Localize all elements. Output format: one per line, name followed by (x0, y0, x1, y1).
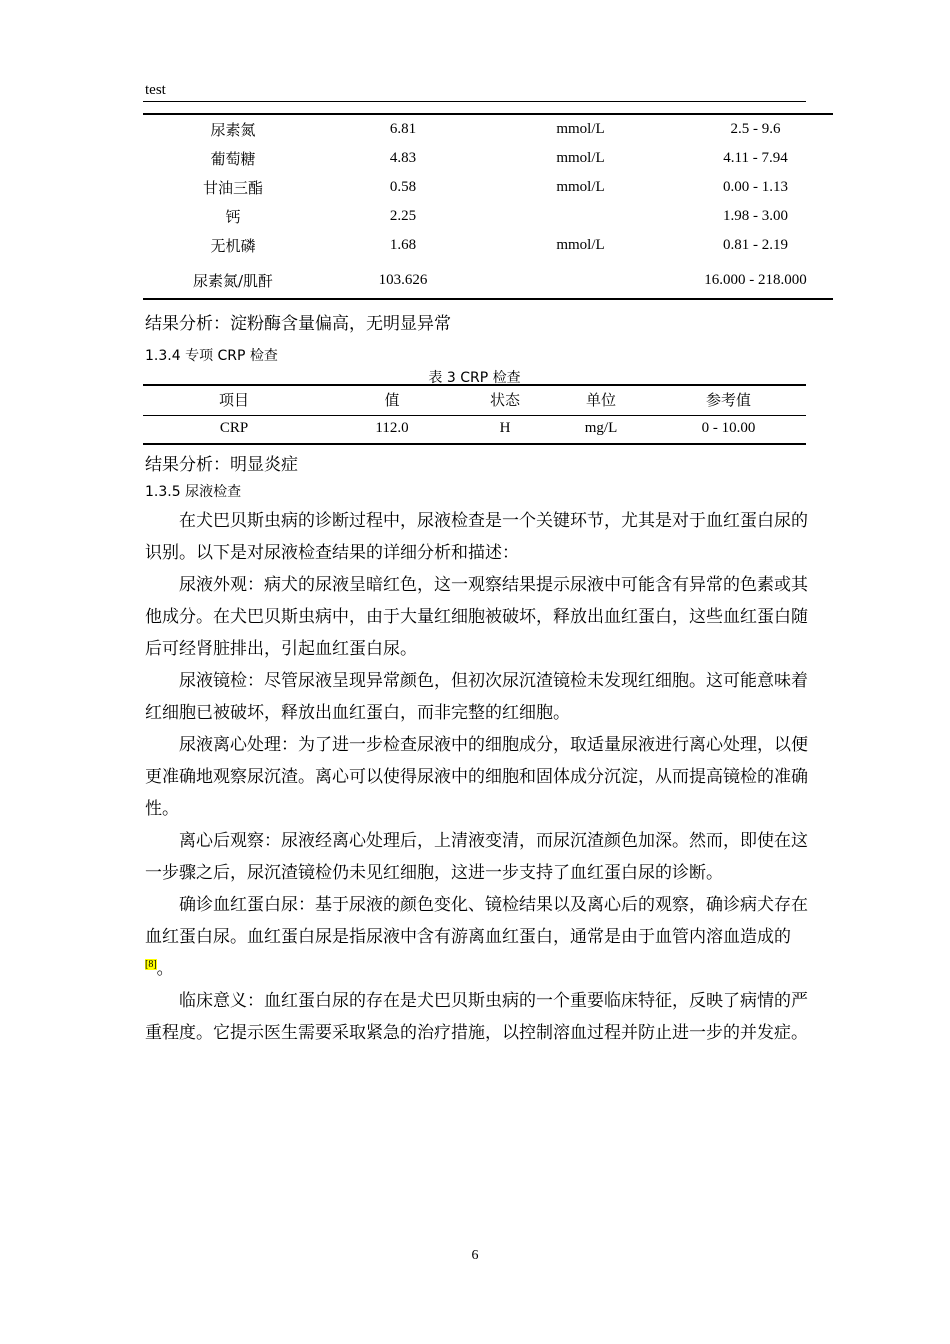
table-row (143, 115, 833, 144)
value-cell: 0.58 (389, 179, 417, 195)
paragraph: 临床意义：血红蛋白尿的存在是犬巴贝斯虫病的一个重要临床特征，反映了病情的严重程度。它提示医生需要采取紧急的治疗措施，以控制溶血过程并防止进一步的并发症。 (145, 991, 808, 1043)
crp-table (143, 385, 806, 443)
item-cell: 甘油三酯 (202, 179, 263, 197)
ref-cell: 1.98 - 3.00 (723, 208, 788, 224)
paragraph: 尿液镜检：尽管尿液呈现异常颜色，但初次尿沉渣镜检未发现红细胞。这可能意味着红细胞已被破坏，释放出血红蛋白，而非完整的红细胞。 (145, 671, 808, 723)
table-bottom-rule (143, 298, 833, 300)
paragraph-end: 。 (156, 959, 174, 979)
table-row (143, 202, 833, 231)
item-cell: 葡萄糖 (210, 150, 256, 168)
item-cell: CRP (219, 420, 249, 436)
column-header: 值 (384, 391, 400, 409)
unit-cell (483, 260, 678, 300)
crp-table-bottom-rule (143, 443, 806, 445)
item-cell: 钙 (225, 208, 241, 226)
section-heading: 1.3.4 专项 CRP 检查 (145, 348, 278, 364)
body-text (145, 505, 809, 1049)
table-caption: 表 3 CRP 检查 (428, 370, 521, 386)
value-cell: 4.83 (389, 150, 417, 166)
unit-cell: mmol/L (556, 121, 605, 137)
crp-table-mid-rule (143, 415, 806, 416)
item-cell: 尿素氮 (210, 121, 256, 139)
ref-cell: 0.00 - 1.13 (723, 179, 788, 195)
unit-cell: mmol/L (556, 179, 605, 195)
page-header: test (145, 82, 166, 98)
analysis-text: 结果分析：明显炎症 (145, 455, 298, 475)
column-header: 项目 (218, 391, 249, 409)
citation-link[interactable]: [8] (145, 959, 157, 971)
table-row (143, 260, 833, 300)
table-header-row (143, 385, 806, 414)
ref-cell: 0 - 10.00 (701, 420, 756, 436)
paragraph: 尿液外观：病犬的尿液呈暗红色，这一观察结果提示尿液中可能含有异常的色素或其他成分。在犬巴贝斯虫病中，由于大量红细胞被破坏，释放出血红蛋白，这些血红蛋白随后可经肾脏排出，引起血红蛋白尿。 (145, 575, 808, 659)
item-cell: 尿素氮/肌酐 (192, 271, 274, 290)
column-header: 状态 (489, 391, 520, 409)
analysis-text: 结果分析：淀粉酶含量偏高，无明显异常 (145, 314, 451, 334)
section-heading: 1.3.5 尿液检查 (145, 484, 242, 500)
column-header: 参考值 (705, 391, 751, 409)
item-cell: 无机磷 (210, 237, 256, 255)
ref-cell: 16.000 - 218.000 (704, 271, 807, 288)
paragraph: 尿液离心处理：为了进一步检查尿液中的细胞成分，取适量尿液进行离心处理，以便更准确地观察尿沉渣。离心可以使得尿液中的细胞和固体成分沉淀，从而提高镜检的准确性。 (145, 735, 808, 819)
biochem-table (143, 115, 833, 300)
paragraph (145, 889, 809, 985)
paragraph-text: 确诊血红蛋白尿：基于尿液的颜色变化、镜检结果以及离心后的观察，确诊病犬存在血红蛋白尿。血红蛋白尿是指尿液中含有游离血红蛋白，通常是由于血管内溶血造成的 (145, 895, 808, 947)
ref-cell: 0.81 - 2.19 (723, 237, 788, 253)
table-row (143, 231, 833, 260)
ref-cell: 4.11 - 7.94 (723, 150, 788, 166)
status-cell: H (499, 420, 511, 436)
ref-cell: 2.5 - 9.6 (730, 121, 781, 137)
table-row (143, 414, 806, 443)
unit-cell (483, 202, 678, 231)
page-number: 6 (471, 1248, 479, 1263)
value-cell: 6.81 (389, 121, 417, 137)
table-row (143, 144, 833, 173)
unit-cell: mg/L (584, 420, 618, 436)
value-cell: 2.25 (389, 208, 417, 224)
value-cell: 1.68 (389, 237, 417, 253)
header-rule (143, 101, 806, 102)
paragraph: 在犬巴贝斯虫病的诊断过程中，尿液检查是一个关键环节，尤其是对于血红蛋白尿的识别。以下是对尿液检查结果的详细分析和描述： (145, 511, 808, 563)
value-cell: 112.0 (375, 420, 409, 436)
paragraph: 离心后观察：尿液经离心处理后，上清液变清，而尿沉渣颜色加深。然而，即使在这一步骤之后，尿沉渣镜检仍未见红细胞，这进一步支持了血红蛋白尿的诊断。 (145, 831, 808, 883)
value-cell: 103.626 (378, 271, 428, 288)
table-row (143, 173, 833, 202)
column-header: 单位 (585, 391, 616, 409)
unit-cell: mmol/L (556, 150, 605, 166)
unit-cell: mmol/L (556, 237, 605, 253)
